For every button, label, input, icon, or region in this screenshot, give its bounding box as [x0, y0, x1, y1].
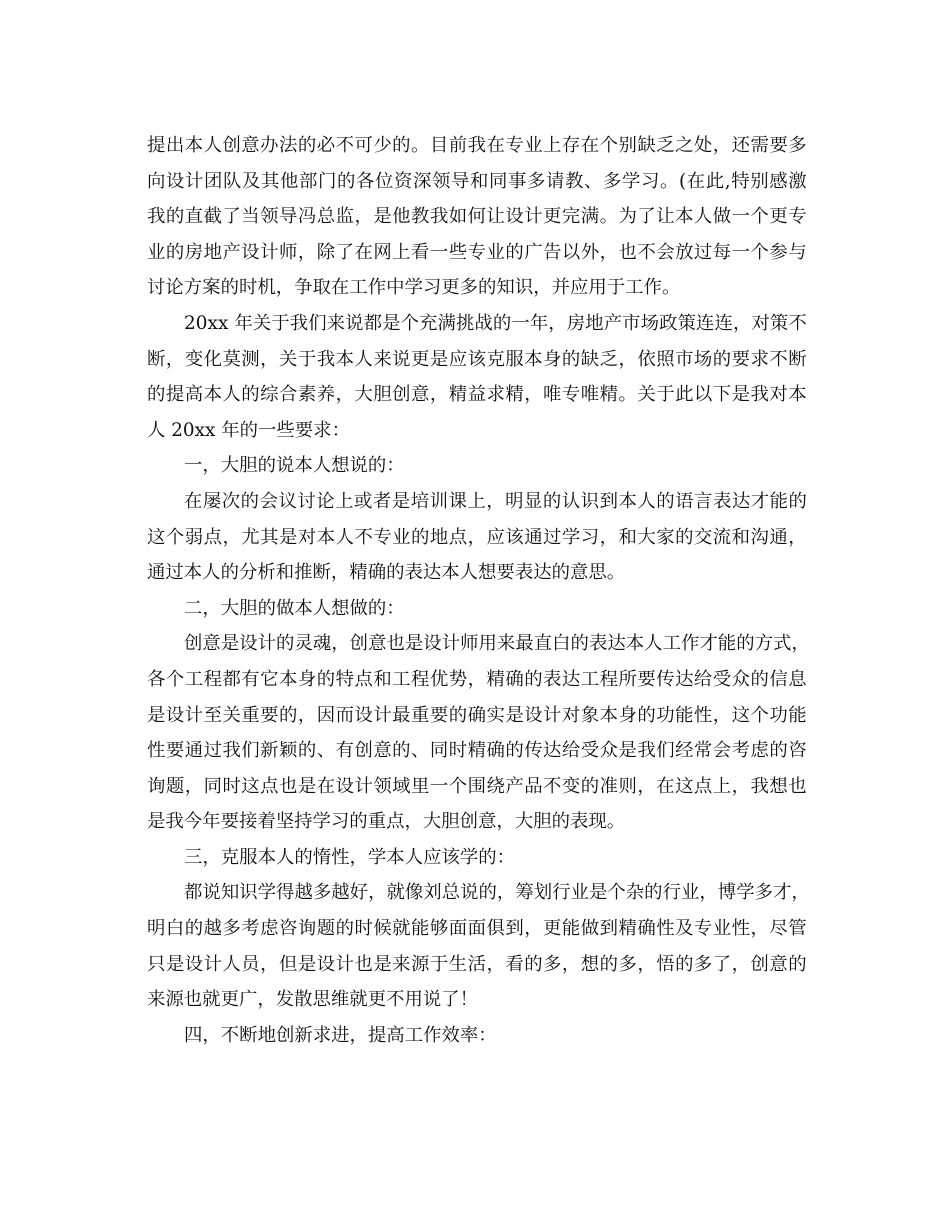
text-line: 创 意 是 设 计 的 灵 魂 ， 创 意 也 是 设 计 师 用 来 最 直 白 的 表 达 本 人 工 作 才 能 的 方 式 ，: [184, 633, 810, 655]
text-line: 人 20xx 年的一些要求：: [147, 419, 350, 441]
document-body: [147, 128, 810, 1053]
text-line: 是我今年要接着坚持学习的重点，大胆创意，大胆的表现。: [147, 811, 626, 833]
text-line: 在 屡 次 的 会 议 讨 论 上 或 者 是 培 训 课 上 ， 明 显 的 认 识 到 本 人 的 语 言 表 达 才 能 的: [184, 490, 807, 512]
text-line: 二，大胆的做本人想做的：: [184, 597, 405, 619]
text-line: 讨论方案的时机，争取在工作中学习更多的知识，并应用于工作。: [147, 277, 681, 299]
text-line: 是 设 计 至 关 重 要 的 ， 因 而 设 计 最 重 要 的 确 实 是 设 计 对 象 本 身 的 功 能 性 ， 这 个 功 能: [147, 704, 807, 726]
text-line: 2 0 x x 年 关 于 我 们 来 说 都 是 个 充 满 挑 战 的 一 年 ， 房 地 产 市 场 政 策 连 连 ， 对 策 不: [184, 312, 807, 334]
text-line: 这 个 弱 点 ， 尤 其 是 对 本 人 不 专 业 的 地 点 ， 应 该 通 过 学 习 ， 和 大 家 的 交 流 和 沟 通 ，: [147, 526, 807, 548]
text-line: 四，不断地创新求进，提高工作效率：: [184, 1024, 497, 1046]
text-line: 性 要 通 过 我 们 新 颖 的 、 有 创 意 的 、 同 时 精 确 的 传 达 给 受 众 是 我 们 经 常 会 考 虑 的 咨: [147, 740, 807, 762]
text-line: 通过本人的分析和推断，精确的表达本人想要表达的意思。: [147, 562, 626, 584]
text-line: 三，克服本人的惰性，学本人应该学的：: [184, 846, 516, 868]
text-line: 一，大胆的说本人想说的：: [184, 455, 405, 477]
text-line: 询 题 ， 同 时 这 点 也 是 在 设 计 领 域 里 一 个 围 绕 产 品 不 变 的 准 则 ， 在 这 点 上 ， 我 想 也: [147, 775, 807, 797]
text-line: 明 白 的 越 多 考 虑 咨 询 题 的 时 候 就 能 够 面 面 俱 到 ， 更 能 做 到 精 确 性 及 专 业 性 ， 尽 管: [147, 918, 807, 940]
text-line: 来源也就更广，发散思维就更不用说了！: [147, 989, 479, 1011]
text-line: 只 是 设 计 人 员 ， 但 是 设 计 也 是 来 源 于 生 活 ， 看 的 多 ， 想 的 多 ， 悟 的 多 了 ， 创 意 的: [147, 953, 807, 975]
text-line: 都 说 知 识 学 得 越 多 越 好 ， 就 像 刘 总 说 的 ， 筹 划 行 业 是 个 杂 的 行 业 ， 博 学 多 才 ，: [184, 882, 810, 904]
text-line: 断 ， 变 化 莫 测 ， 关 于 我 本 人 来 说 更 是 应 该 克 服 本 身 的 缺 乏 ， 依 照 市 场 的 要 求 不 断: [147, 348, 807, 370]
text-line: 向 设 计 团 队 及 其 他 部 门 的 各 位 资 深 领 导 和 同 事 多 请 教 、 多 学 习 。 ( 在 此 , 特 别 感 激: [147, 170, 807, 192]
text-line: 提 出 本 人 创 意 办 法 的 必 不 可 少 的 。 目 前 我 在 专 业 上 存 在 个 别 缺 乏 之 处 ， 还 需 要 多: [147, 135, 807, 156]
text-line: 我 的 直 截 了 当 领 导 冯 总 监 ， 是 他 教 我 如 何 让 设 计 更 完 满 。 为 了 让 本 人 做 一 个 更 专: [147, 206, 807, 228]
text-line: 业 的 房 地 产 设 计 师 ， 除 了 在 网 上 看 一 些 专 业 的 广 告 以 外 ， 也 不 会 放 过 每 一 个 参 与: [147, 241, 807, 263]
text-line: 各 个 工 程 都 有 它 本 身 的 特 点 和 工 程 优 势 ， 精 确 的 表 达 工 程 所 要 传 达 给 受 众 的 信 息: [147, 668, 807, 690]
text-line: 的 提 高 本 人 的 综 合 素 养 ， 大 胆 创 意 ， 精 益 求 精 ， 唯 专 唯 精 。 关 于 此 以 下 是 我 对 本: [147, 384, 807, 406]
